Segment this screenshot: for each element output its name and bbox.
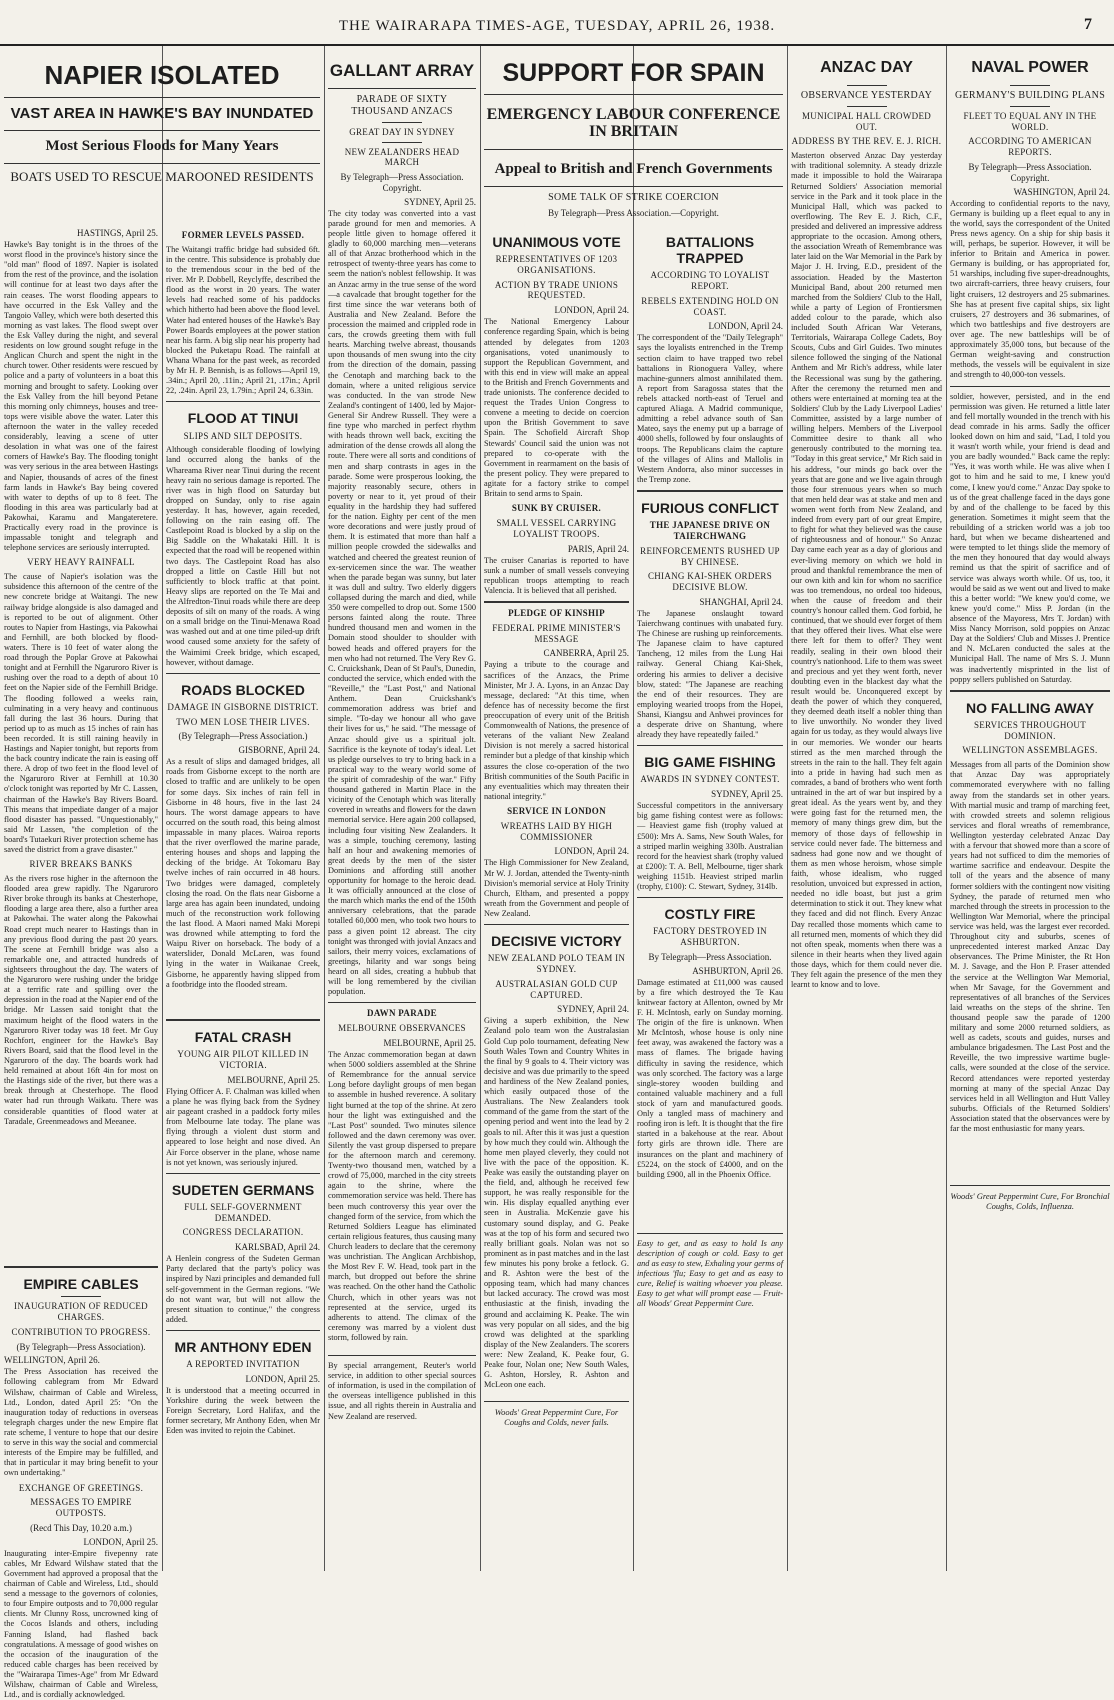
subheading: SERVICE IN LONDON [507,806,606,816]
article-text: The correspondent of the "Daily Telegraph" says the loyalists entrenched in the Tremp section claim to have trapped two rebel battalions in Rionoguera Valley, where machine-gunners almost annihilated them. A report from Saragossa states that the rebels attacked north-east of Teruel and captured Aliaga. A Madrid communique, admitting a rebel advance south of San Mateo, says the enemy put up a barrage of 4000 shells, followed by four onslaughts of troops. The Republicans claim the capture of the villages of Alins and Mallolis in Western Andorra, also minor successes in the Tremp zone. [637,333,783,484]
dateline: SYDNEY, April 25. [404,196,476,207]
subheading: CONGRESS DECLARATION. [182,1227,304,1238]
article-text: The National Emergency Labour conference regarding Spain, which is being attended by delegates from 1203 organisations, voted unanimously to support the Republican Government, and with this end in view will make an appeal to the British and French Governments and trade unionists. The conference decided to request the Trades Union Congress to convene a meeting to decide on coercion upon the British Government to save Spain. The Schofield Aircraft Shop Stewards' Council said the union was not prepared to co-operate with the Government in rearmament on the basis of the present policy. They were prepared to agitate for a factory strike to compel Britain to send arms to Spain. [484,317,629,499]
article-text: The Anzac commemoration began at dawn when 5000 soldiers assembled at the Shrine of Remembrance for the annual service Long before daylight groups of men began to assemble in hushed reverence. A solitary light burned at the top of the shrine. At zero hour the light was extinguished and the "Last Post" sounded. Two minutes silence followed and the dawn ceremony was over. Silently the vast group dispersed to prepare for the afternoon march and ceremony. Twenty-two thousand men, watched by a crowd of 75,000, marched in the city streets again to the shrine, where the commemoration service was held. There has been much controversy this year over the changed form of the service, from which the Returned Soldiers League has eliminated certain religious features, thus causing many Church leaders to declare that the ceremony was unchristian. The Anglican Archbishop, the Most Rev F. W. Head, took part in the march, but dropped out before the shrine was reached. On the other hand the Catholic Church, which in other years was not represented at the service, urged its adherents to attend. The climax of the ceremony was marred by a violent dust storm, followed by rain. [328,1049,476,1343]
divider [382,142,422,143]
divider [4,97,320,98]
dateline: HASTINGS, April 25. [76,228,158,238]
divider [484,1401,629,1402]
subheading: FULL SELF-GOVERNMENT DEMANDED. [184,1201,302,1223]
divider [847,106,887,107]
article-text: The Press Association has received the following cablegram from Mr Edward Wilshaw, chairman of Cable and Wireless, Ltd., London, dated April 25: "On the inauguration today of reductions in overseas telegraph charges under the new Empire flat rate scheme, I venture to hope that our desire to serve in this way the social and commercial interests of the Empire may be fulfilled, and that in particular it may bring benefit to your own undertaking." [4,1367,158,1478]
tinui-headline: FLOOD AT TINUI [187,410,299,427]
byline: By Telegraph—Press Association. Copyright. [968,161,1092,183]
napier-subhead: Most Serious Floods for Many Years [45,138,279,155]
article-text: Masterton observed Anzac Day yesterday with traditional solemnity. A steady drizzle made it impossible to hold the Wairarapa Returned Soldiers' Association memorial service in the Park and it took place in the Municipal Hall, which was packed to overflowing. The Rev E. J. Rich, C.F., presided and delivered an impressive address appropriate to the occasion. Among others, the association Wreath of Remembrance was later laid on the War Memorial in the Park by Major J. H. Irving, E.D., president of the association. Headed by the Masterton Municipal Band, about 200 returned men marched from the Soldiers' Club to the Hall, while a party of Legion of Frontiersmen added colour to the parade, which also included South African War Veterans, Territorials, Wairarapa College Cadets, Boy Scouts, Cubs and Girl Guides. Two minutes silence followed the singing of the National Anthem and Mr Rich's address, while later the Recessional was sung by the gathering. After the ceremony the returned men and others were entertained at morning tea at the Soldiers' Club by the Lady Liverpool Ladies' Committee, assisted by a large number of willing helpers. Members of the Liverpool Committee desire to thank all who generously contributed to the morning tea. "Today in this great service," Mr Rich said in his address, "our minds go back over the years that are gone and we live again through those four strenuous years when so much that men held dear was at stake and men and women went forth from New Zealand, and indeed from every part of our great Empire, to fight for what they believed was the cause of righteousness and of honour." So Anzac Day came each year as a day of glorious and ever-living memory on which we hold in proud and thankful remembrance the men of our own kith and kin for whom no sacrifice was too tremendous, no ordeal too hideous, when the cause of freedom and their country's honour called them. God forbid, he continued, that we should ever forget of them that they offered their lives. What else were there left for them to offer? They went readily, sealing in their own blood their country's nationhood. Life to them was sweet and precious and yet they went forth, never doubting even in the blackest day what the result would be. Unconquered except by death the power of which they conquered, they deemed death itself a nobler thing than to live unworthily. No wonder they lived again for us today, as they would always live in our memories. We wonder our hearts stirred as the men marched through the streets in the rain to the hall. They felt again into a pride in having had such men as comrades, a band of brothers who went forth untrained in the art of war but inspired by a great ideal. As the years went by, and they were going fast for the returned men, the memory of many things grew dim, but the memory of those days of fellowship in service could never fade. The bitterness and sadness had gone now and we thought of them as men whose heroism, whose simple faith, whose idealism, who rugged resolution, unvoiced but expressed in action, needed no idle boast, but just a grim determination to stick it out. They knew what they faced and did not flinch. Every Anzac Day recalled those moments which came to all returned men, moments of which they did not often speak, moments when there was a silence in their hearts when they lived again those days, which for them could never die. They felt again the presence of the men they learnt to know and to love. [791,151,943,990]
byline: (Recd This Day, 10.20 a.m.) [30,1522,132,1533]
divider [484,149,783,150]
subheading: THE JAPANESE DRIVE ON TAIERCHWANG [649,520,771,541]
subheading: PARADE OF SIXTY THOUSAND ANZACS [351,93,453,117]
divider [1010,106,1050,107]
divider [484,601,629,603]
dateline: ASHBURTON, April 26. [692,965,783,976]
subheading: VERY HEAVY RAINFALL [27,557,135,568]
subheading: REBELS EXTENDING HOLD ON COAST. [641,295,779,317]
game-fishing-headline: BIG GAME FISHING [644,754,776,771]
cables-headline: EMPIRE CABLES [23,1276,139,1293]
byline: (By Telegraph—Press Association.) [178,731,308,742]
subheading: AWARDS IN SYDNEY CONTEST. [640,774,780,785]
byline: By Telegraph—Press Association. Copyright. [340,172,464,194]
article-text: According to confidential reports to the navy, Germany is building up a fleet equal to any in the world, says the correspondent of the United Press news agency. On a ship for ship basis it will, perhaps, be superior. However, it will be inferior to Britain and America in power. Germany is building, or has appropriated for, 51 warships, including five super-dreadnoughts, two aircraft-carriers, three heavy cruisers, four light cruisers, 12 destroyers and 25 submarines. She has at present five capital ships, six light cruisers, 27 destroyers and 36 submarines, of which two battleships and five destroyers are over age. The new battleships will be of approximately 35,000 tons, but because of the German weight-saving and construction methods, the vessels will be equivalent in size and strength to 40,000-ton vessels. [950,198,1110,380]
napier-subhead: BOATS USED TO RESCUE MAROONED RESIDENTS [10,168,314,184]
divider [166,401,320,402]
divider [166,1019,320,1021]
gallant-headline: GALLANT ARRAY [329,61,475,80]
subheading: RIVER BREAKS BANKS [29,859,133,870]
dateline: CANBERRA, April 25. [543,648,629,659]
divider [166,1173,320,1174]
subheading: GREAT DAY IN SYDNEY [349,126,455,137]
byline: (By Telegraph—Press Association). [16,1341,146,1352]
divider [328,1002,476,1003]
divider [328,1355,476,1356]
napier-subhead: VAST AREA IN HAWKE'S BAY INUNDATED [10,105,314,123]
subheading: DAWN PARADE [367,1008,437,1019]
divider [4,130,320,131]
subheading: FLEET TO EQUAL ANY IN THE WORLD. [963,110,1097,132]
subheading: FORMER LEVELS PASSED. [181,230,305,240]
dateline: WELLINGTON, April 26. [4,1355,100,1366]
divider [950,386,1110,387]
dateline: KARLSBAD, April 24. [234,1242,320,1253]
column-6 [787,46,946,1571]
sudeten-headline: SUDETEN GERMANS [171,1181,315,1198]
article-text: The High Commissioner for New Zealand, Mr W. J. Jordan, attended the Twenty-ninth Division's memorial service at Holy Trinity Church, Eltham, and presented a poppy wreath from the Government and people of New Zealand. [484,858,629,918]
byline: By Telegraph—Press Association.—Copyright. [548,207,719,218]
subheading: INAUGURATION OF REDUCED CHARGES. [14,1301,148,1322]
subheading: SOME TALK OF STRIKE COERCION [548,191,719,203]
article-text: It is understood that a meeting occurred in Yorkshire during the week between the Foreign Secretary, Lord Halifax, and the former secretary, Mr Anthony Eden, when Mr Eden was invited to rejoin the Cabinet. [166,1385,320,1436]
article-text: Damage estimated at £11,000 was caused by a fire which destroyed the Te Kau knitwear factory at Allenton, owned by Mr F. H. McIntosh, early on Sunday morning. The origin of the fire is unknown. When Mr McIntosh, whose house is only nine feet away, was awakened the factory was a mass of flames. The brigade having difficulty in saving the residence, which was only scorched. The factory was a large single-storey wooden building and contained valuable machinery and a full stock of yarn and manufactured goods. Only a tangled mass of machinery and roofing iron is left. It is thought that the fire started in a bakehouse at the rear. About forty girls are thrown idle. There are insurances on the plant and machinery of £5224, on the stock of £4000, and on the building £900, all in the Phoenix Office. [637,977,783,1179]
subheading: ACCORDING TO LOYALIST REPORT. [650,270,770,291]
subheading: TWO MEN LOSE THEIR LIVES. [176,716,310,727]
subheading: PLEDGE OF KINSHIP [508,608,605,619]
dateline: MELBOURNE, April 25. [383,1037,476,1048]
divider [484,924,629,925]
article-text: Although considerable flooding of lowlying land occurred along the banks of the Whareama River near Tinui during the recent heavy rain no serious damage is reported. The river was in high flood on Saturday but dropped on Sunday, only to rise again yesterday. It has, however, again receded, following on the rain easing off. The Castlepoint Road is blocked by a slip on the Big Saddle on the Whakataki Hill. It is expected that the road will be reopened within two days. The Castlepoint Road has also dropped a little on Castle Hill but not sufficiently to block traffic at that point. Heavy slips are reported on the Te Mai and the Alfredton-Tinui roads while there are deep deposits of silt on many of the roads. A wing on a small bridge on the Tinui-Menawa Road was washed out and at one time piled-up drift wood caused some anxiety for the safety of the Waimimi Creek bridge, which escaped, however, without damage. [166,445,320,667]
naval-headline: NAVAL POWER [971,59,1089,76]
divider [637,897,783,898]
subheading: A REPORTED INVITATION [186,1359,300,1370]
dateline: LONDON, April 24. [554,305,629,316]
napier-headline-block [0,46,324,226]
dateline: MELBOURNE, April 25. [227,1074,320,1085]
column-4 [480,226,633,1571]
advertisement: Easy to get, and as easy to hold Is any description of cough or cold. Easy to get and as easy to stew, Exhaling your germs of infectious 'flu; Easy to get and as easy to cure, Relief is waiting whoever you please. Easy to get what will prompt ease — Fruit-all Woods' Great Peppermint Cure. [637,1238,783,1309]
divider [484,94,783,95]
spain-headline: SUPPORT FOR SPAIN [502,59,765,87]
advertisement: Woods' Great Peppermint Cure, For Coughs and Colds, never fails. [494,1407,619,1428]
falling-away-headline: NO FALLING AWAY [965,699,1095,716]
article-text: Messages from all parts of the Dominion show that Anzac Day was appropriately commemorated everywhere with no falling away from the standards set in other years. With martial music and tramp of marching feet, with crowded streets and solemn religious services and floral wreaths of remembrance, Wellington yesterday celebrated Anzac Day with a fervour that showed more than a score of years had not sufficed to dim the memories of wartime sacrifice and endeavour. Despite the toll of the years and the absence of many former soldiers with the contingent now visiting Sydney, the parade of returned men who marched through the streets in procession to the Wellington War Memorial, where the principal service was held, was the largest ever recorded. Throughout city and suburbs, scenes of unprecedented interest marked Anzac Day observances. The Prime Minister, the Rt Hon M. J. Savage, and the Hon P. Fraser attended the service at the Wellington War Memorial, when Mr Savage, for the Government and representatives of all branches of the Services laid wreaths on the steps of the shrine. Ten thousand people saw the parade of 1200 military and some 2000 returned soldiers, as well as cadets, scouts and guides, nurses and ambulance brigadesmen. The Last Post and the Reveille, the two impressive wartime bugle-calls, were sounded at the close of the service. Record attendances were reported yesterday morning at many of the special Anzac Day services held in all Wellington and Hutt Valley suburbs. Officials of the Returned Soldiers' Association stated that the observances were by far the most enthusiastic for many years. [950,760,1110,1134]
dateline: SHANGHAI, April 24. [699,596,783,607]
subheading: WELLINGTON ASSEMBLAGES. [962,745,1098,756]
subheading: MESSAGES TO EMPIRE OUTPOSTS. [30,1497,132,1519]
article-text: soldier, however, persisted, and in the end permission was given. He returned a little later and fell mortally wounded in the trench with his dead comrade in his arms. Sadly the officer looked down on him and said, "Lad, I told you it wasn't worth while, your friend is dead and you are badly wounded." Back came the reply: "Yes, it was worth while. He was alive when I got to him and he said to me, I knew you'd come, I knew you'd come." Anzac Day spoke to us of the great challenge faced in the days gone by and of the challenge to be faced by this generation. Sometimes it might seem that the rebuilding of a stricken world was a job too hard, but when we became disheartened and were tempted to let things slide the memory of the men they honoured that day would always remind us that the spirit of sacrifice and of service was always worth while. Of us, too, it would be said as we went out and lived to make this a better world: "We knew you'd come, we knew you'd come." Miss P. Jordan (in the absence of the Mayoress, Mrs T. Jordan) with Miss Nancy Morrison, sold poppies on Anzac Day at the Soldiers' Club and Misses J. Prentice and N. McLaren conducted the sales at the Municipal Hall. The name of Mrs S. J. Munn was inadvertently misprinted in the list of poppy sellers published on Saturday. [950,391,1110,684]
divider [4,163,320,164]
subheading: REPRESENTATIVES OF 1203 ORGANISATIONS. [495,254,618,275]
divider [166,1330,320,1331]
spain-subhead: EMERGENCY LABOUR CONFERENCE IN BRITAIN [486,106,781,141]
subheading: GERMANY'S BUILDING PLANS [954,89,1106,101]
article-text: Hawke's Bay tonight is in the throes of the worst flood in the province's history since the "old man" flood of 1897. Napier is isolated from the rest of the province, and the isolation will continue for at least two days after the rain ceases. The worst flooding appears to have occurred in the Esk Valley and the Tangoio Valley, which were both deserted this morning as vast lakes. The flood swept over the Esk Valley during the night, and several residents on low ground sought refuge in the Anglican Church and spent the night in the church tower. Other residents were rescued by police and a party of volunteers in a boat this morning and brought to safety. Looking over the Esk Valley from the hill beyond Petane this morning only chimneys, houses and tree-tops were visible above the water. Later this afternoon the water in the valley receded considerably, leaving a scene of utter desolation in what was one of the fairest corners of Hawke's Bay. The flooding tonight was very serious in the area between Hastings and Napier, thousands of acres of the finest farm lands in Hawke's Bay being covered with water to depths of up to 8 feet. The flooding in this area was particularly bad at Pakowhai, Karamu and Mangateretere. Practically every road in the province is impassable tonight and telegraph and telephone services are seriously interrupted. [4,240,158,553]
roads-headline: ROADS BLOCKED [181,681,305,698]
subheading: REINFORCEMENTS RUSHED UP BY CHINESE. [640,545,780,567]
vote-headline: UNANIMOUS VOTE [492,234,621,250]
subheading: EXCHANGE OF GREETINGS. [18,1482,144,1493]
subheading: YOUNG AIR PILOT KILLED IN VICTORIA. [177,1049,309,1071]
byline: By Telegraph—Press Association. [648,951,772,962]
subheading: SERVICES THROUGHOUT DOMINION. [973,719,1087,741]
article-text: Flying Officer A. F. Chalman was killed when a plane he was flying back from the Sydney air pageant crashed in a paddock forty miles from Melbourne late today. The plane was flying through a violent dust storm and appeared to lose height and nose dived. An Air Force observer in the plane, whose name is not yet known, was seriously injured. [166,1086,320,1167]
article-text: The Waitangi traffic bridge had subsided 6ft. in the centre. This subsidence is probably due to the tremendous scour in the bed of the river. Mr P. Dobbell, Reyclyffe, described the flood as the worst in 20 years. The water levels had reached some of his paddocks which hitherto had been above the flood level. Water had entered houses of the Hawke's Bay Power Boards employees at the power station near his farm. A big slip near his property had blocked the Puketapu Road. The rainfall at Whana Whana for the past week, as recorded by Mr H. P. Bennish, is as follows—April 19, .34in.; April 20, .11in.; April 21, .17in.; April 22, .24in. April 23, 1.79in.; April 24, 6.33in. [166,244,320,396]
page-number: 7 [1084,16,1092,33]
divider [382,122,422,123]
article-text: As a result of slips and damaged bridges, all roads from Gisborne except to the north are closed to traffic and are unlikely to be open for some days. Six inches of rain fell in Gisborne in 48 hours, five in the last 24 hours. The worst damage appears to have occurred on the south road, this being almost impassable in many places. Wairoa reports that the river overflowed the marine parade, entering houses and shops and lapping the decking of the bridge. At Tokomaru Bay twelve inches of rain occurred in 48 hours. Two bridges were damaged, completely closing the road. On the flats near Gisborne a large area has again been inundated, undoing much of the reconstruction work following the last flood. A Maori named Maki Morepi was drowned while attempting to ford the Waipu River on horseback. The body of a waterslider, Donald McLaren, was found lying in the water in Waikanae Creek, Gisborne, he apparently having slipped from a footbridge into the flooded stream. [166,757,320,989]
article-text: The cause of Napier's isolation was the subsidence this afternoon of the centre of the new concrete bridge at Waitangi. The new railway bridge alongside is also damaged and is reported to be out of alignment. Other routes to Napier from Hastings, via Pakowhai and Fernhill, are both blocked by flood-waters. There is 10 feet of water along the road through the Poplar Grove at Pakowhai tonight and at Fernhill the Ngaruroro River is rushing over the road to a depth of about 10 feet on the Napier side of the Fernhill Bridge. The flooding followed a weeks rain, culminating in a very heavy and continuous fall during the last 36 hours. During that period up to as much as 15 inches of rain has been recorded. It is still raining heavily in Hastings and Napier tonight, but reports from the back country indicate the rain is easing off there. A drop of two feet in the flood level of the Ngaruroro River at Fernhill at 10.30 o'clock tonight was reported by Mr C. Lassen, chairman of the Hawke's Bay Rivers Board. This means that impediate danger of a major flood disaster has passed. "Unquestionably," said Mr Lassen, "the completion of the board's Tutaekuri River protection scheme has saved the district from a grave disaster." [4,572,158,855]
column-3 [324,46,480,1571]
divider [1010,85,1050,86]
divider [4,1266,158,1268]
article-text: The Japanese onslaught toward Taierchwang continues with unabated fury. The Chinese are rushing up reinforcements. The Japanese claim to have captured Tancheng, 12 miles from the Lung Hai railway. General Chiang Kai-Shek, ordering his armies to deliver a decisive blow, stated: "The Japanese are reaching the end of their resources. They are employing wearied troops from the Hopei, Shansi, Kiangsu and Anhwei provinces for a desperate drive on Shantung, where already they have repeatedly failed." [637,608,783,740]
subheading: WREATHS LAID BY HIGH COMMISSIONER [500,820,613,842]
advertisement: Woods' Great Peppermint Cure, For Bronchial Coughs, Colds, Influenza. [950,1191,1110,1212]
subheading: CONTRIBUTION TO PROGRESS. [11,1326,151,1337]
subheading: FEDERAL PRIME MINISTER'S MESSAGE [492,622,621,644]
article-text: Giving a superb exhibition, the New Zealand polo team won the Australasian Gold Cup polo tournament, defeating New South Wales Town and Country Whites in the final by 9 goals to 4. Their victory was decisive and was due primarily to the speed and hardiness of the New Zealand ponies, which easily outpaced those of the Australians. The New Zealanders took command of the game from the start of the opening period and went into the lead by 2 goals to nil. After this it was just a question by how much they could win. Although the home men played cleverly, they could not live with the pace of the opposition. K. Peake was easily the outstanding player on the field, and, although he received few support, he was really responsible for the win. His display equalled anything ever seen in Australia. McKenzie gave his customary sound display, and G. Peake was at the top of his form and secured two really brilliant goals. Nolan was not so prominent as in past matches and in the last few minutes his pony broke a fetlock. G. and R. Ashton were the best of the opposing team, which had many chances but lacked accuracy. The crowd was most enthusiastic at the finish, invading the ground and acclaiming K. Peake. The win was very popular on all sides, and the big crowd was delighted at the sparkling display of the New Zealanders. The scorers were: New Zealand, K. Peake four, G. Peake four, Nolan one; New South Wales, G. Ashton, Horsley, R. Ashton and McLeon one each. [484,1016,629,1390]
dateline: WASHINGTON, April 24. [1013,186,1110,197]
subheading: CHIANG KAI-SHEK ORDERS DECISIVE BLOW. [647,571,773,593]
napier-headline: NAPIER ISOLATED [44,60,280,90]
divider [637,1233,783,1234]
divider [637,490,783,492]
subheading: ACTION BY TRADE UNIONS REQUESTED. [494,279,619,301]
dateline: LONDON, April 24. [554,846,629,857]
subheading: DAMAGE IN GISBORNE DISTRICT. [167,701,319,712]
subheading: NEW ZEALANDERS HEAD MARCH [344,146,460,168]
divider [166,673,320,674]
subheading: NEW ZEALAND POLO TEAM IN SYDNEY. [487,953,626,974]
article-text: Successful competitors in the anniversary big game fishing contest were as follows:— Heaviest game fish (trophy valued at £500): Mrs A. Sams, New South Wales, for a striped marlin weighing 330lb. Australian record for the heaviest shark (trophy valued at £200): T. A. Bell, Melbourne, tiger shark weighing 1151b. Heaviest striped marlin (trophy, £100): C. Stewart, Sydney, 314lb. [637,801,783,892]
subheading: SMALL VESSEL CARRYING LOYALIST TROOPS. [496,518,617,539]
divider [847,85,887,86]
subheading: FACTORY DESTROYED IN ASHBURTON. [653,926,767,948]
fire-headline: COSTLY FIRE [664,906,756,923]
divider [637,745,783,746]
divider [484,186,783,187]
column-7 [946,46,1114,1571]
dateline: LONDON, April 24. [708,321,783,332]
column-1 [0,226,162,1700]
divider [61,1296,101,1297]
dateline: GISBORNE, April 24. [238,745,320,756]
column-5 [633,226,787,1571]
decisive-headline: DECISIVE VICTORY [491,933,622,950]
dateline: LONDON, April 25. [83,1536,158,1547]
eden-headline: MR ANTHONY EDEN [174,1339,312,1356]
subheading: ADDRESS BY THE REV. E. J. RICH. [791,136,942,147]
article-text: As the rivers rose higher in the afternoon the flooded area grew rapidly. The Ngaruroro River broke through its banks at Chesterhope, flooding a large area there, also a further area at Pakowhai. The water along the Pakowhai Road crept much nearer to Hastings than in any previous flood during the past 20 years. The scene at Fernhill bridge was also a remarkable one, and attracted hundreds of sightseers throughout the day. The waters of the Ngaruroro were rushing under the bridge at a terrific rate and spilling over the depression in the road at the Napier end of the bridge. Mr Lassen said tonight that the maximum height of the flood waters in the Ngaruroro River today was 18 feet. Mr Guy Rochfort, engineer for the Hawke's Bay Rivers Board, said that the flood level in the Ngaruroro of the day. The boards work had held remained at about 16ft 4in for most on the Hastings side of the river, but there was a break through at Chesterhope. The flood water had run through Waikatu. There was considerable quantities of flood water at Taradale, Greenmeadows and Meeanee. [4,874,158,1126]
furious-headline: FURIOUS CONFLICT [641,500,779,517]
subheading: SUNK BY CRUISER. [511,503,602,514]
crash-headline: FATAL CRASH [194,1029,292,1046]
subheading: AUSTRALASIAN GOLD CUP CAPTURED. [495,978,618,1000]
divider [328,88,476,89]
dateline: LONDON, April 25. [245,1373,320,1384]
subheading: SLIPS AND SILT DEPOSITS. [183,430,303,441]
anzac-headline: ANZAC DAY [820,59,913,76]
article-text: Paying a tribute to the courage and sacrifices of the Anzacs, the Prime Minister, Mr J. A. Lyons, in an Anzac Day message, declared: "At this time, when defence has of necessity become the first preoccupation of every unit of the British Commonwealth of Nations, the presence of veterans of the valiant New Zealand Division is not merely a sacred historical reminder but a pledge of that kinship which assures the close co-operation of the two British communities of the South Pacific in any eventualities which may threaten their national integrity." [484,660,629,801]
subheading: MUNICIPAL HALL CROWDED OUT. [801,110,932,132]
dateline: SYDNEY, April 25. [711,789,783,800]
article-text: The city today was converted into a vast parade ground for men and memories. A people little given to homage offered it gladly to 60,000 marching men—veterans all of that Anzac brotherhood which in the retrospect of twenty-three years has come to seem the nation's noblest fellowship. It was an Anzac army in the true sense of the word—a cavalcade that brought together for the first time since the war veterans both of Australia and New Zealand. Before the procession the maimed and crippled rode in cars, the crowds greeting them with full hearts. Marching twelve abreast, thousands upon thousands of men swung into the city from the direction of the domain, passing the Cenotaph and marching back to the domain, where a united religious service was conducted. In the van strode New Zealand's contingent of 1400, led by Major-General Sir Andrew Russell. They were a fine type who marched in perfect rhythm with heads thrown well back, exciting the admiration of the dense crowds all along the route. There were all sorts and conditions of men and sharp contrasts in ages in the parade. Some were prosperous looking, the majority reasonably secure, others in poverty or near to it, yet proud of their equality in the hardship they had suffered for the nation. Eighty per cent of the men wore decorations and were justly proud of them. It is estimated that more than half a million people crowded the sidewalks and watched and cheered the greatest reunion of ex-servicemen since the war. The weather when the parade began was sunny, but later it was dull and sultry. Two elderly diggers collapsed during the march and died, while 350 were compelled to drop out. Some 1500 persons fainted along the route. Three hundred thousand men and women in the Domain stood shoulder to shoulder with bowed heads and offered prayers for the men who had not returned. The Very Rev G. C. Cruickshank, Dean of St Paul's, Dunedin, conducted the service, which ended with the "Reveille," the "Last Post," and National Anthem. Dean Cruickshank's commemoration address was brief and simple. "To-day we honour all who gave their lives for us," he said. "The message of Anzac should give us a spiritual jolt. Sacrifice is the keynote of today's ideal. Let us pledge ourselves to try to bring back in a practical way to the weary world some of the spirit of comradeship of the war." Fifty thousand gathered in Martin Place in the vicinity of the Cenotaph which was literally covered in wreaths and flowers for the dawn memorial service. Here again 200 collapsed, including four visiting New Zealanders. It was a simple, touching ceremony, lasting half an hour and awakening memories of great deeds by the men of the sister Dominions and affording still another opportunity for homage to the heroic dead. It was officially announced at the close of the march which marks the end of the 150th anniversary celebrations, that the parade totalled 60,000 men, who took two hours to pass a given point 12 abreast. The city tonight was thronged with jovial Anzacs and sailors, their merry voices, exclamations of greetings, hilarity and war songs being heard on all sides, creating a hubbub that will be long remembered by the civilian population. [328,208,476,997]
column-2 [162,226,324,1571]
dateline: SYDNEY, April 24. [557,1004,629,1015]
subheading: ACCORDING TO AMERICAN REPORTS. [968,136,1092,158]
masthead [0,10,1114,46]
article-text: Inaugurating inter-Empire fivepenny rate cables, Mr Edward Wilshaw stated that the Government had approved a proposal that the chairman of Cable and Wireless, Ltd., should send a message to the governors of colonies, to four Empire outposts and to 70,000 regular clients. Mr Clunny Ross, uncrowned king of the Cocos Islands and others, including Fanning Island, had flashed back congratulations. A message of good wishes on the occasion of the inauguration of the reduced cable charges has been received by the "Wairarapa Times-Age" from Mr Edward Wilshaw, chairman of Cable and Wireless, Ltd., and is cordially acknowledged. [4,1548,158,1700]
article-text: A Henlein congress of the Sudeten German Party declared that the party's policy was inspired by Nazi principles and demanded full self-government in the German regions. "We do not want war, but will not allow the present situation to continue," the congress added. [166,1254,320,1324]
masthead-title: THE WAIRARAPA TIMES-AGE, TUESDAY, APRIL 26, 1938. [338,18,776,34]
spain-subhead: Appeal to British and French Governments [494,160,773,177]
dateline: PARIS, April 24. [567,543,629,554]
divider [950,1185,1110,1186]
battalions-headline: BATTALIONS TRAPPED [665,234,755,267]
article-text: The cruiser Canarias is reported to have sunk a number of small vessels conveying republican troops attempting to reach Valencia. It is believed that all perished. [484,555,629,595]
article-text: By special arrangement, Reuter's world service, in addition to other special sources of information, is used in the compilation of the overseas intelligence published in this issue, and all rights therein in Australia and New Zealand are reserved. [328,1360,476,1421]
subheading: OBSERVANCE YESTERDAY [800,89,933,101]
divider [950,690,1110,692]
subheading: MELBOURNE OBSERVANCES [338,1023,466,1034]
